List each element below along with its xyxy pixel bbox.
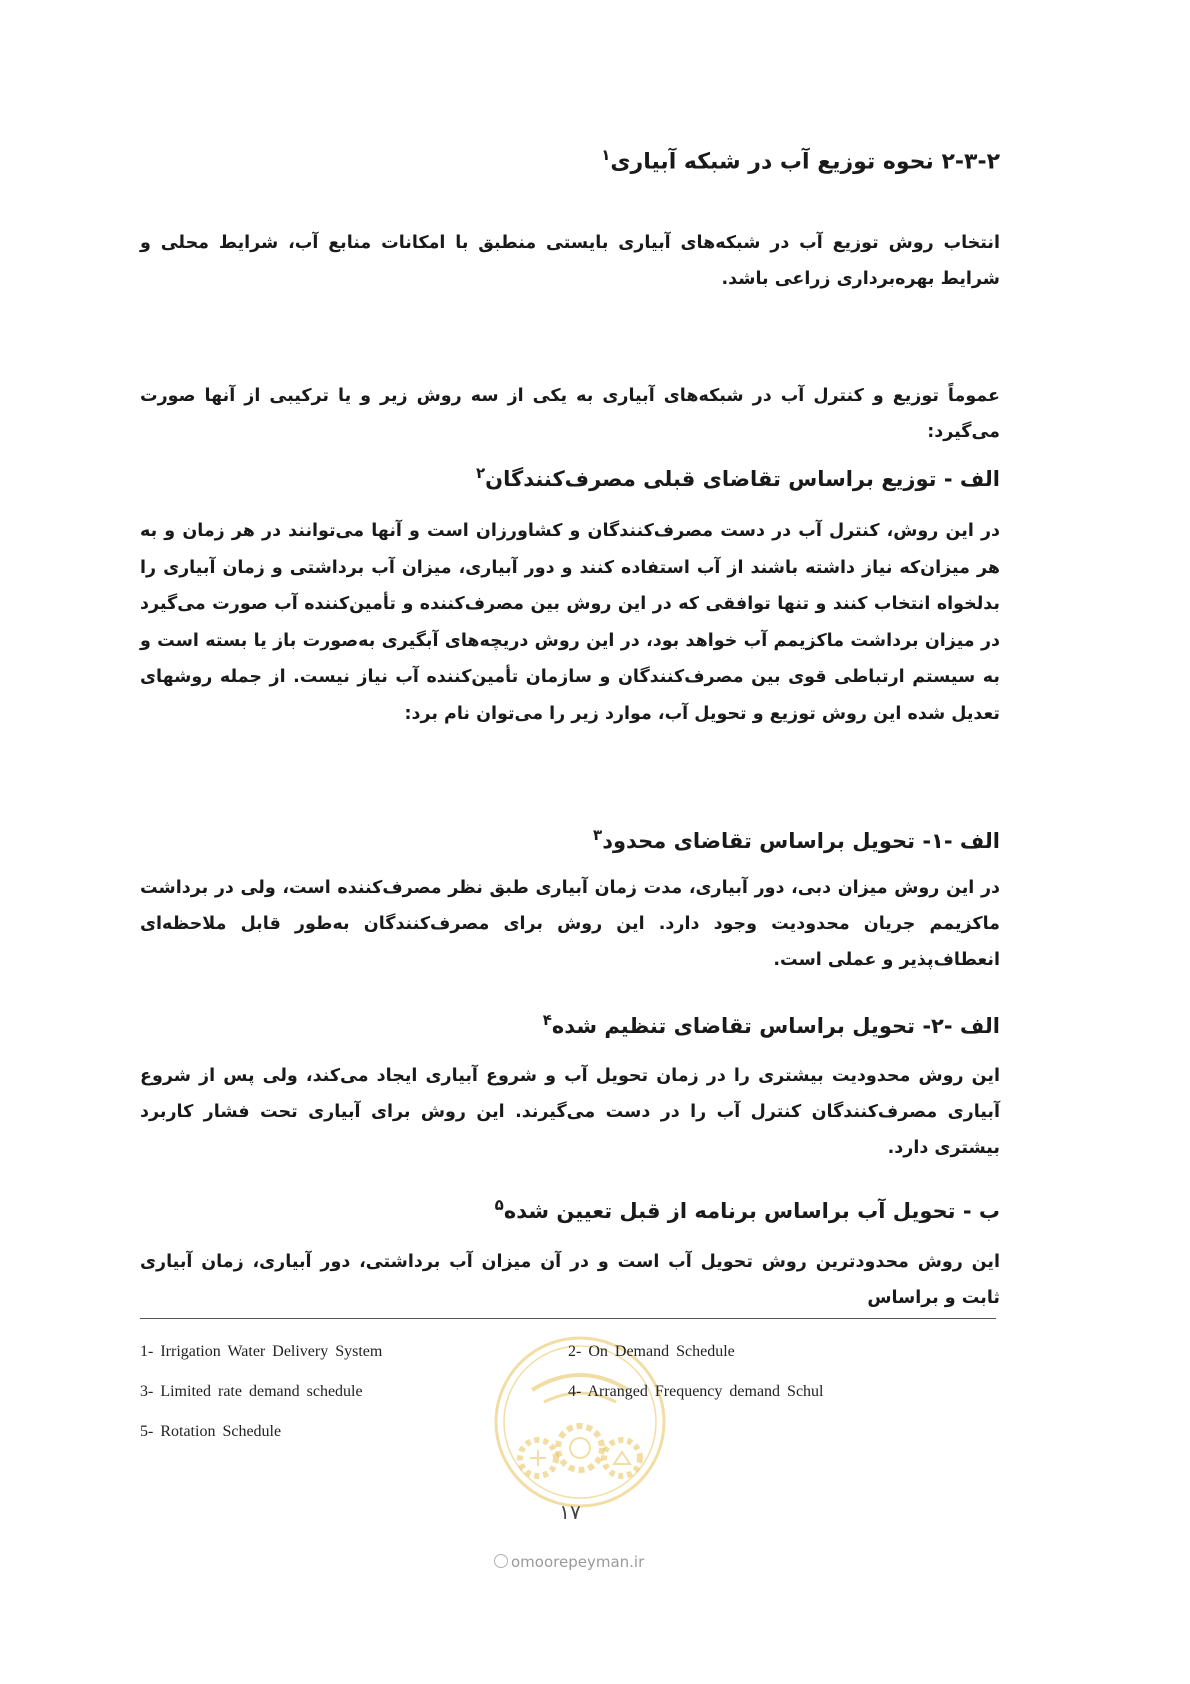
item-a2-heading-text: الف -۲- تحویل براساس تقاضای تنظیم شده xyxy=(551,1014,1000,1038)
footnote-ref-2: ۲ xyxy=(476,464,486,482)
item-b-heading xyxy=(495,1196,1000,1223)
item-b-heading-text: ب - تحویل آب براساس برنامه از قبل تعیین شده xyxy=(503,1199,1000,1223)
footnote-ref-3: ۳ xyxy=(593,826,603,844)
footnote-2: 2- On Demand Schedule xyxy=(568,1343,735,1360)
footnote-4: 4- Arranged Frequency demand Schul xyxy=(568,1383,824,1400)
footnote-ref-1: ۱ xyxy=(601,146,611,164)
footnote-3: 3- Limited rate demand schedule xyxy=(140,1383,363,1400)
item-a1-heading xyxy=(593,826,1000,853)
item-a-heading-text: الف - توزیع براساس تقاضای قبلی مصرف‌کنندگان xyxy=(485,467,1000,491)
item-a2-heading xyxy=(543,1011,1000,1038)
item-a-paragraph: در این روش، کنترل آب در دست مصرف‌کنندگان و کشاورزان است و آنها می‌توانند در هر زمان و به هر میزان‌که نیاز داشته باشند از آب استفاده کنند و دور آبیاری، میزان آب برداشتی و زمان آبیاری را بدلخواه انتخاب کنند و تنها توافقی که در این روش بین مصرف‌کننده و تأمین‌کننده آب صورت می‌گیرد در میزان برداشت ماکزیمم آب خواهد بود، در این روش دریچه‌های آبگیری به‌صورت باز یا بسته است و به سیستم ارتباطی قوی بین مصرف‌کنندگان و سازمان تأمین‌کننده آب نیاز نیست. از جمله روشهای تعدیل شده این روش توزیع و تحویل آب، موارد زیر را می‌توان نام برد: xyxy=(140,521,1000,724)
item-a1-paragraph: در این روش میزان دبی، دور آبیاری، مدت زمان آبیاری طبق نظر مصرف‌کننده است، ولی در برداشت ماکزیمم جریان محدودیت وجود دارد. این روش برای مصرف‌کنندگان به‌طور قابل ملاحظه‌ای انعطاف‌پذیر و عملی است. xyxy=(140,878,1000,970)
at-icon xyxy=(494,1554,508,1568)
footnote-divider xyxy=(140,1318,996,1319)
general-paragraph: عموماً توزیع و کنترل آب در شبکه‌های آبیاری به یکی از سه روش زیر و یا ترکیبی از آنها صورت می‌گیرد: xyxy=(140,386,1000,442)
item-a1-heading-text: الف -۱- تحویل براساس تقاضای محدود xyxy=(602,829,1000,853)
footnote-1: 1- Irrigation Water Delivery System xyxy=(140,1343,383,1360)
item-a-heading xyxy=(476,464,1000,491)
footnote-ref-5: ۵ xyxy=(494,1196,504,1214)
item-a2-paragraph: این روش محدودیت بیشتری را در زمان تحویل آب و شروع آبیاری ایجاد می‌کند، ولی پس از شروع آبیاری مصرف‌کنندگان کنترل آب را در دست می‌گیرند. این روش برای آبیاری تحت فشار کاربرد بیشتری دارد. xyxy=(140,1066,1000,1158)
item-b-paragraph: این روش محدودترین روش تحویل آب است و در آن میزان آب برداشتی، دور آبیاری، زمان آبیاری ثابت و براساس xyxy=(140,1252,1000,1308)
watermark-site-text: omoorepeyman.ir xyxy=(511,1553,645,1571)
footnote-ref-4: ۴ xyxy=(542,1011,552,1029)
intro-paragraph: انتخاب روش توزیع آب در شبکه‌های آبیاری بایستی منطبق با امکانات منابع آب، شرایط محلی و شرایط بهره‌برداری زراعی باشد. xyxy=(140,233,1000,289)
section-heading-text: ۲-۳-۲ نحوه توزیع آب در شبکه آبیاری xyxy=(610,149,1000,175)
watermark-site xyxy=(494,1553,694,1571)
footnote-5: 5- Rotation Schedule xyxy=(140,1423,282,1440)
page-number: ۱۷ xyxy=(559,1500,581,1524)
section-heading xyxy=(601,146,1000,174)
